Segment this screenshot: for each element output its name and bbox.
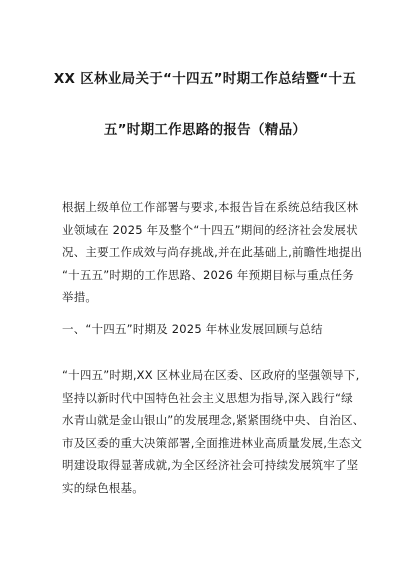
section-line: 坚持以新时代中国特色社会主义思想为指导,深入践行“绿 bbox=[62, 390, 353, 405]
section-line: 水青山就是金山银山”的发展理念,紧紧围绕中央、自治区、 bbox=[62, 413, 365, 427]
intro-line: 根据上级单位工作部署与要求,本报告旨在系统总结我区林 bbox=[62, 200, 359, 214]
intro-line: 业领域在 2025 年及整个“十四五”期间的经济社会发展状 bbox=[62, 222, 358, 237]
intro-paragraph bbox=[62, 196, 362, 309]
section-paragraph bbox=[62, 364, 365, 499]
intro-line: 举措。 bbox=[62, 290, 98, 304]
section-line: “十四五”时期,XX 区林业局在区委、区政府的坚强领导下, bbox=[62, 368, 360, 382]
report-title-line-1: XX 区林业局关于“十四五”时期工作总结暨“十五 bbox=[53, 71, 357, 87]
section-line: 明建设取得显著成就,为全区经济社会可持续发展筑牢了坚 bbox=[62, 458, 359, 472]
report-title-line-2: 五”时期工作思路的报告（精品） bbox=[103, 122, 307, 138]
intro-line: 况、主要工作成效与尚存挑战,并在此基础上,前瞻性地提出 bbox=[62, 245, 363, 259]
section-line: 市及区委的重大决策部署,全面推进林业高质量发展,生态文 bbox=[62, 435, 363, 450]
intro-line: “十五五”时期的工作思路、2026 年预期目标与重点任务 bbox=[62, 267, 354, 282]
section-heading: 一、“十四五”时期及 2025 年林业发展回顾与总结 bbox=[62, 322, 323, 336]
section-line: 实的绿色根基。 bbox=[62, 480, 144, 495]
